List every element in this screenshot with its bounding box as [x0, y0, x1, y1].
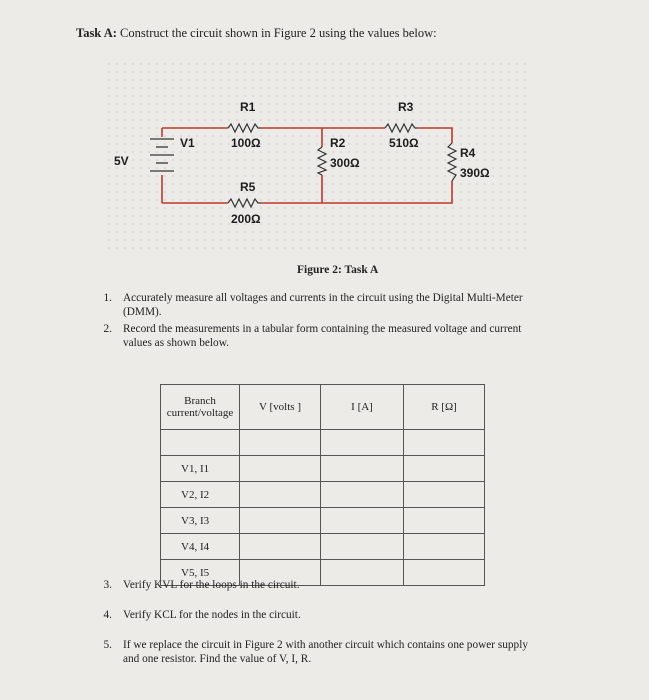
table-cell: V4, I4: [161, 534, 240, 560]
header-branch: Branch current/voltage: [161, 385, 240, 430]
step-number: 1.: [103, 292, 112, 304]
step-text: If we replace the circuit in Figure 2 with another circuit which contains one power supply: [123, 639, 528, 651]
task-heading-text: Construct the circuit shown in Figure 2 using the values below:: [116, 26, 437, 40]
r5-value: 200Ω: [231, 212, 261, 226]
header-resistance: R [Ω]: [404, 385, 485, 430]
step-number: 3.: [103, 579, 112, 591]
step-text: (DMM).: [123, 306, 162, 318]
step-text: Accurately measure all voltages and currents in the circuit using the Digital Multi-Meter: [123, 292, 523, 304]
step-text: Verify KCL for the nodes in the circuit.: [123, 609, 301, 621]
task-heading: [76, 26, 437, 41]
figure-caption: Figure 2: Task A: [297, 264, 379, 276]
r3-label: R3: [398, 100, 414, 114]
table-cell: V2, I2: [161, 482, 240, 508]
r1-label: R1: [240, 100, 256, 114]
step-text: values as shown below.: [123, 337, 229, 349]
step-text: Record the measurements in a tabular form containing the measured voltage and current: [123, 323, 522, 335]
table-row: [161, 456, 485, 482]
table-cell: [404, 534, 485, 560]
table-cell: [240, 430, 321, 456]
table-cell: [404, 430, 485, 456]
step-text: and one resistor. Find the value of V, I, R.: [123, 653, 312, 665]
r3-value: 510Ω: [389, 136, 419, 150]
header-current: I [A]: [321, 385, 404, 430]
table-cell: [240, 508, 321, 534]
table-cell: V5, I5: [161, 560, 240, 586]
table-cell: [240, 534, 321, 560]
r4-value: 390Ω: [460, 166, 490, 180]
r2-label: R2: [330, 136, 346, 150]
table-row: [161, 508, 485, 534]
table-cell: [404, 508, 485, 534]
circuit-diagram: [100, 55, 530, 255]
step-number: 4.: [103, 609, 112, 621]
source-value-label: 5V: [114, 154, 129, 168]
table-row: [161, 534, 485, 560]
table-cell: [321, 508, 404, 534]
step-number: 5.: [103, 639, 112, 651]
table-cell: [321, 534, 404, 560]
table-cell: [321, 482, 404, 508]
table-header-row: [161, 385, 485, 430]
table-cell: [404, 482, 485, 508]
table-cell: [404, 560, 485, 586]
measurement-table: [160, 384, 485, 586]
table-cell: [240, 482, 321, 508]
task-heading-label: Task A:: [76, 26, 117, 40]
r5-label: R5: [240, 180, 256, 194]
table-cell: [321, 560, 404, 586]
table-cell: [321, 430, 404, 456]
table-cell: [404, 456, 485, 482]
table-cell: V1, I1: [161, 456, 240, 482]
table-cell: V3, I3: [161, 508, 240, 534]
r1-value: 100Ω: [231, 136, 261, 150]
step-text: Verify KVL for the loops in the circuit.: [123, 579, 300, 591]
step-number: 2.: [103, 323, 112, 335]
r4-label: R4: [460, 146, 476, 160]
table-row: [161, 430, 485, 456]
v1-label: V1: [180, 136, 195, 150]
r2-value: 300Ω: [330, 156, 360, 170]
header-voltage: V [volts ]: [240, 385, 321, 430]
table-cell: [321, 456, 404, 482]
table-cell: [240, 456, 321, 482]
table-cell: [161, 430, 240, 456]
table-row: [161, 482, 485, 508]
